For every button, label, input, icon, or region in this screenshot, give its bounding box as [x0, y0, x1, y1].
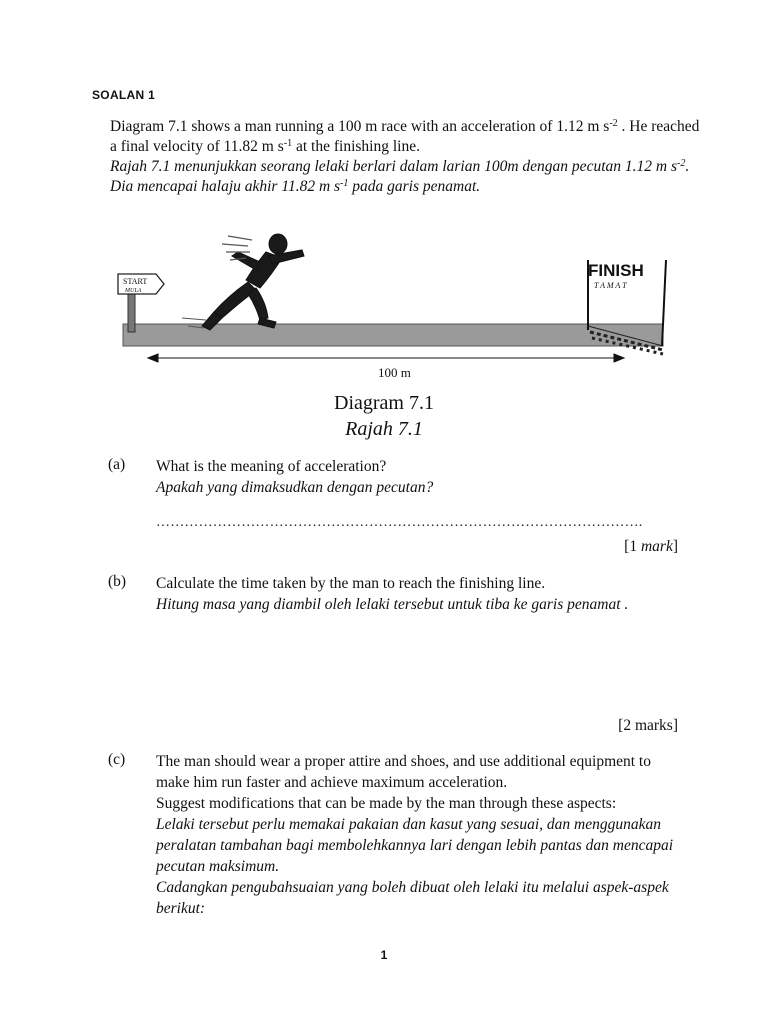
- question-c-ms-2: Cadangkan pengubahsuaian yang boleh dibuat oleh lelaki itu melalui aspek-aspek berikut:: [156, 879, 669, 917]
- intro-english: [110, 117, 700, 157]
- answer-line: ………………………………………………………………………………………….: [156, 515, 643, 530]
- finish-sign-label: FINISH: [588, 261, 644, 280]
- start-sign: [118, 274, 164, 332]
- superscript: -2: [609, 118, 618, 129]
- question-c-text: [156, 751, 681, 919]
- question-a-label: (a): [108, 456, 126, 473]
- question-a-en: What is the meaning of acceleration?: [156, 458, 387, 475]
- question-a-text: [156, 456, 696, 498]
- intro-en-part: . He reached a final velocity of 11.82 m s: [110, 118, 700, 155]
- intro-ms-part: . Dia mencapai halaju akhir 11.82 m s: [110, 158, 690, 195]
- marks-word: mark: [640, 538, 673, 555]
- intro-paragraph: [110, 117, 700, 197]
- superscript: -1: [340, 178, 349, 189]
- question-b-marks: [2 marks]: [618, 717, 678, 734]
- start-sign-label-ms: MULA: [125, 288, 142, 294]
- question-c-label: (c): [108, 751, 126, 768]
- runner-figure: [182, 234, 304, 330]
- start-sign-label: START: [123, 277, 148, 286]
- question-c-en-1: The man should wear a proper attire and shoes, and use additional equipment to make him run faster and achieve maximum acceleration.: [156, 753, 651, 791]
- intro-ms-part: Rajah 7.1 menunjukkan seorang lelaki berlari dalam larian 100m dengan pecutan 1.12 m s: [110, 158, 677, 175]
- question-a-marks: [624, 538, 678, 556]
- intro-en-part: at the finishing line.: [292, 138, 420, 155]
- race-diagram: [110, 222, 680, 382]
- superscript: -1: [283, 138, 293, 149]
- intro-ms-part: pada garis penamat.: [348, 178, 481, 195]
- diagram-caption-ms: Rajah 7.1: [345, 418, 423, 440]
- question-b-ms: Hitung masa yang diambil oleh lelaki tersebut untuk tiba ke garis penamat .: [156, 596, 629, 613]
- intro-malay: [110, 157, 700, 197]
- marks-close: ]: [672, 538, 678, 555]
- question-b-en: Calculate the time taken by the man to reach the finishing line.: [156, 575, 546, 592]
- question-heading: SOALAN 1: [92, 88, 156, 102]
- question-b-label: (b): [108, 573, 127, 590]
- question-a-ms: Apakah yang dimaksudkan dengan pecutan?: [156, 479, 434, 496]
- question-b-text: [156, 573, 696, 615]
- diagram-caption-en: Diagram 7.1: [334, 392, 434, 414]
- intro-en-part: Diagram 7.1 shows a man running a 100 m race with an acceleration of 1.12 m s: [110, 118, 610, 135]
- distance-label: 100 m: [378, 365, 411, 380]
- page-number: 1: [380, 948, 388, 962]
- distance-arrow: [148, 354, 624, 362]
- finish-sign-label-ms: T A M A T: [594, 281, 627, 290]
- superscript: -2: [676, 158, 686, 169]
- question-c-en-2: Suggest modifications that can be made by the man through these aspects:: [156, 795, 617, 812]
- marks-open: [1: [624, 538, 641, 555]
- question-c-ms-1: Lelaki tersebut perlu memakai pakaian dan kasut yang sesuai, dan menggunakan peralatan tambahan bagi membolehkannya lari dengan lebih pantas dan mencapai pecutan maksimum.: [156, 816, 674, 875]
